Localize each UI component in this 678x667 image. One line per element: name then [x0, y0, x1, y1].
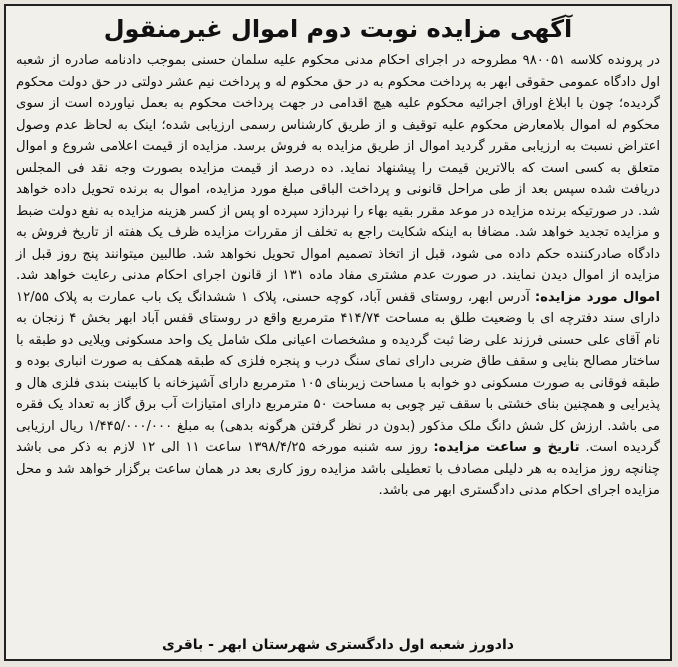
- notice-intro: در پرونده کلاسه ۹۸۰۰۵۱ مطروحه در اجرای احکام مدنی محکوم علیه سلمان حسنی بموجب دادنامه صادره از شعبه اول دادگاه عمومی حقوقی ابهر به پرداخت محکوم به در حق محکوم له و پرداخت نیم عشر دولتی در حق دولت محکوم گردیده؛ چون با ابلاغ اوراق اجرائیه محکوم علیه هیچ اقدامی در جهت پرداخت محکوم به بعمل نیاورده است از سوی محکوم له اموال بلامعارض محکوم علیه توقیف و از طریق کارشناس رسمی ارزیابی شده؛ اینک به لحاظ عدم وصول اعتراض نسبت به ارزیابی مقرر گردید اموال از طریق مزایده به فروش برسد. مزایده از قیمت اعلامی شروع و اموال متعلق به کسی است که بالاترین قیمت را پیشنهاد نماید. ده درصد از قیمت مزایده بصورت وجه نقد فی المجلس دریافت شده سپس بعد از طی مراحل قانونی و پرداخت الباقی مبلغ مورد مزایده، اموال به برنده تحویل داده خواهد شد. در صورتیکه برنده مزایده در موعد مقرر بقیه بهاء را نپردازد سپرده او پس از کسر هزینه مزایده به نفع دولت ضبط و مزایده تجدید خواهد شد. مضافا به اینکه شکایت راجع به تخلف از مقررات مزایده ظرف یک هفته از تاریخ فروش به دادگاه صادرکننده حکم داده می شود، قبل از اتخاذ تصمیم اموال تحویل نخواهد شد. طالبین میتوانند پنج روز قبل از مزایده از اموال دیدن نمایند. در صورت عدم مشتری مفاد ماده ۱۳۱ از قانون اجرای احکام مدنی رعایت خواهد شد.: [16, 53, 661, 283]
- date-description: روز سه شنبه مورخه ۱۳۹۸/۴/۲۵ ساعت ۱۱ الی ۱۲ لازم به ذکر می باشد چنانچه روز مزایده به هر دلیلی مصادف با تعطیلی باشد مزایده روز کاری بعد در همان ساعت برگزار خواهد شد و محل مزایده اجرای احکام مدنی دادگستری ابهر می باشد.: [16, 440, 660, 498]
- auction-notice: [4, 4, 672, 661]
- notice-body: [16, 50, 660, 502]
- date-heading: تاریخ و ساعت مزایده:: [433, 440, 580, 455]
- property-description: آدرس ابهر، روستای قفس آباد، کوچه حسنی، پلاک ۱ ششدانگ یک باب عمارت به پلاک ۱۲/۵۵ دارای سند دفترچه ای با وضعیت طلق به مساحت ۴۱۴/۷۴ مترمربع واقع در روستای قفس آباد ابهر بخش ۴ زنجان به نام آقای علی حسنی فرزند علی رضا ثبت گردیده و مشخصات اعیانی ملک شامل یک واحد مسکونی ویلایی دو طبقه با ساختار مصالح بنایی و سقف طاق ضربی دارای نمای سنگ درب و پنجره فلزی که طبقه همکف به صورت انباری بوده و طبقه فوقانی به صورت مسکونی دو خوابه با مساحت زیربنای ۱۰۵ مترمربع دارای آشپزخانه با کابینت بندی فلزی هال و پذیرایی و همچنین بنای خشتی با سقف تیر چوبی به مساحت ۵۰ مترمربع دارای امتیازات آب برق گاز به تعداد یک فقره می باشد. ارزش کل شش دانگ ملک مذکور (بدون در نظر گرفتن هرگونه بدهی) به مبلغ ۱/۴۴۵/۰۰۰/۰۰۰ ریال ارزیابی گردیده است.: [16, 289, 660, 455]
- notice-title: آگهی مزایده نوبت دوم اموال غیرمنقول: [103, 15, 573, 43]
- notice-signature: دادورز شعبه اول دادگستری شهرستان ابهر - باقری: [162, 637, 514, 653]
- property-heading: اموال مورد مزایده:: [534, 289, 660, 305]
